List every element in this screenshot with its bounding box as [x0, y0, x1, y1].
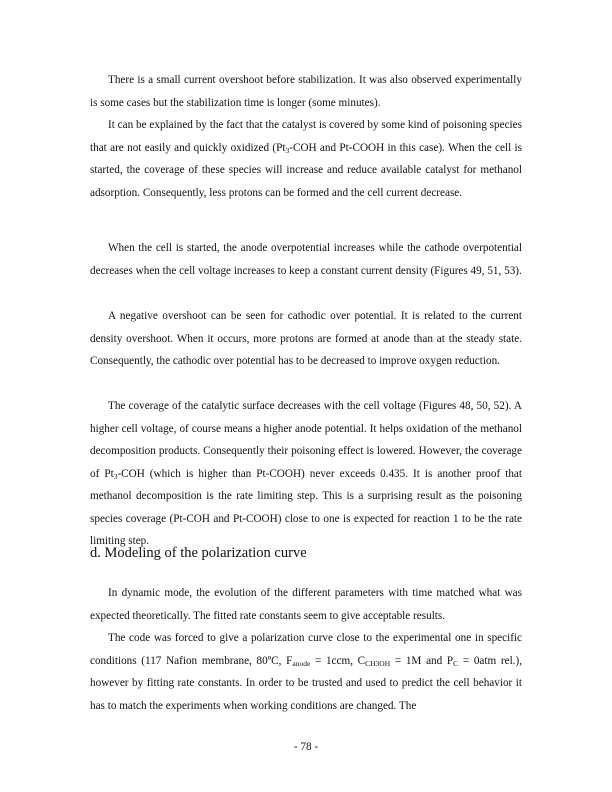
paragraph-text: -COH and Pt-COOH in this case). When the cell is started, the coverage of these species will increase and reduce available catalyst for methanol adsorption. Consequently, less protons can be formed and the cell current decrease. [90, 141, 522, 199]
paragraph-text: The coverage of the catalytic surface decreases with the cell voltage (Figures 48, 50, 52). A higher cell voltage, of course means a higher anode potential. It helps oxidation of the methanol decomposition products. Consequently their poisoning effect is lowered. However, the coverage of Pt [90, 400, 522, 480]
paragraph-overpotential [90, 237, 522, 282]
paragraph-text: -COH (which is higher than Pt-COOH) never exceeds 0.435. It is another proof that methanol decomposition is the rate limiting step. This is a surprising result as the poisoning species coverage (Pt-COH and Pt-COOH) close to one is expected for reaction 1 to be the rate limiting step. [90, 467, 523, 547]
subscript: anode [292, 658, 311, 668]
paragraph-negative-overshoot [90, 305, 522, 373]
paragraph-text: When the cell is started, the anode overpotential increases while the cathode overpotential decreases when the cell voltage increases to keep a constant current density (Figures 49, 51, 53). [90, 242, 522, 277]
paragraph-dynamic-mode [90, 582, 522, 627]
subscript: C [453, 658, 459, 668]
paragraph-poisoning-explanation [90, 114, 522, 204]
section-heading: d. Modeling of the polarization curve [90, 545, 307, 561]
paragraph-text: = 1ccm, C [310, 654, 366, 667]
paragraph-text: It can be explained by the fact that the catalyst is covered by some kind of poisoning species that are not easily and quickly oxidized (Pt [90, 119, 522, 154]
paragraph-current-overshoot [90, 69, 522, 114]
paragraph-text: = 1M and P [390, 654, 454, 667]
paragraph-text: There is a small current overshoot before stabilization. It was also observed experimentally is some cases but the stabilization time is longer (some minutes). [90, 74, 522, 109]
paragraph-text: The code was forced to give a polarization curve close to the experimental one in specific conditions (117 Nafion membrane, 80ºC, F [90, 632, 522, 667]
subscript: 3 [113, 471, 118, 481]
subscript: CH3OH [365, 658, 391, 668]
paragraph-polarization-fit [90, 627, 522, 717]
paragraph-text: = 0atm rel.), however by fitting rate constants. In order to be trusted and used to predict the cell behavior it has to match the experiments when working conditions are changed. The [90, 654, 522, 712]
paragraph-text: In dynamic mode, the evolution of the different parameters with time matched what was expected theoretically. The fitted rate constants seem to give acceptable results. [90, 587, 522, 622]
page-number: - 78 - [293, 741, 319, 753]
paragraph-coverage [90, 395, 522, 553]
subscript: 3 [285, 145, 290, 155]
paragraph-text: A negative overshoot can be seen for cathodic over potential. It is related to the current density overshoot. When it occurs, more protons are formed at anode than at the steady state. Consequently, the cathodic over potential has to be decreased to improve oxygen reduction. [90, 310, 522, 367]
